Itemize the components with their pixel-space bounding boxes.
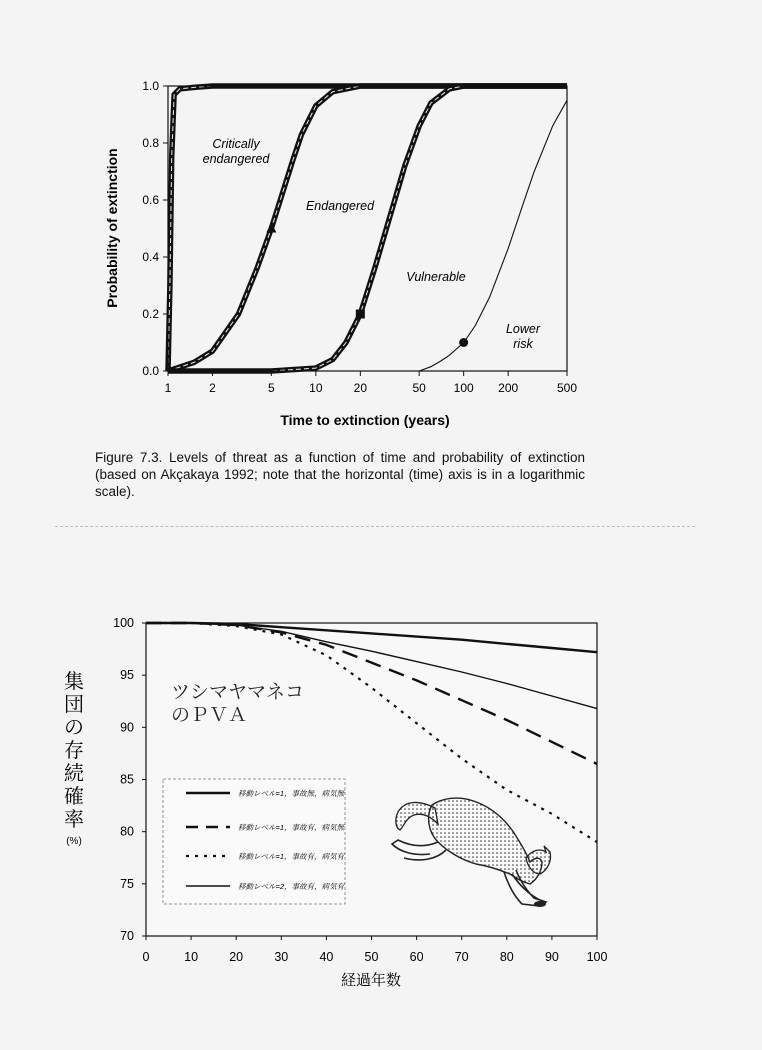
top-series-label-3-1: risk — [513, 337, 533, 351]
top-x-tick-label-6: 100 — [453, 381, 474, 395]
bottom-y-tick-label-1: 75 — [120, 876, 134, 891]
bottom-y-tick-label-0: 70 — [120, 929, 134, 943]
top-y-tick-label-1: 0.2 — [142, 307, 159, 321]
bottom-y-tick-label-6: 100 — [113, 616, 134, 630]
bottom-x-tick-label-6: 60 — [409, 950, 424, 964]
bottom-x-tick-label-0: 0 — [142, 950, 150, 964]
top-marker-circle — [459, 338, 468, 347]
top-y-tick-label-2: 0.4 — [142, 250, 159, 264]
top-x-tick-label-5: 50 — [412, 381, 426, 395]
page-divider — [55, 526, 695, 527]
bottom-y-tick-label-4: 90 — [120, 720, 134, 735]
bottom-y-tick-label-3: 85 — [120, 772, 134, 787]
top-series-label-0-1: endangered — [202, 152, 270, 166]
bottom-chart-y-axis-label — [64, 670, 84, 847]
top-x-tick-label-1: 2 — [209, 381, 216, 395]
bottom-x-tick-label-9: 90 — [544, 950, 559, 964]
bottom-y-label-char-6: 率 — [64, 809, 84, 831]
top-x-tick-label-8: 500 — [556, 381, 578, 395]
bottom-y-tick-label-5: 95 — [120, 668, 134, 683]
bottom-y-label-char-5: 確 — [64, 786, 84, 808]
legend-label-2: 移動レベル=1，事故有，病気有 — [238, 852, 345, 861]
top-y-tick-label-0: 0.0 — [142, 364, 159, 378]
bottom-x-tick-label-5: 50 — [364, 950, 379, 964]
bottom-x-tick-label-2: 20 — [229, 950, 244, 964]
top-y-tick-label-4: 0.8 — [142, 136, 159, 150]
bottom-chart — [64, 616, 607, 989]
bottom-x-tick-label-3: 30 — [274, 950, 289, 964]
top-x-tick-label-3: 10 — [309, 381, 323, 395]
bottom-x-tick-label-10: 100 — [586, 950, 608, 964]
bottom-y-label-unit: (%) — [66, 836, 82, 847]
bottom-chart-x-axis-label: 経過年数 — [340, 972, 402, 989]
bottom-x-tick-label-1: 10 — [184, 950, 199, 964]
legend-label-0: 移動レベル=1，事故無，病気無 — [238, 789, 345, 798]
top-series-label-3-0: Lower — [505, 322, 541, 336]
bottom-x-tick-label-8: 80 — [499, 950, 514, 964]
top-x-tick-label-2: 5 — [267, 381, 275, 395]
bottom-chart-title-line-1: ツシマヤマネコ — [171, 682, 305, 703]
bottom-y-label-char-2: の — [64, 717, 84, 739]
top-series-label-0-0: Critically — [212, 137, 260, 151]
top-x-tick-label-0: 1 — [164, 381, 172, 395]
top-y-tick-label-5: 1.0 — [142, 79, 159, 93]
top-chart — [104, 79, 577, 428]
cat-paw — [534, 901, 546, 907]
legend-label-3: 移動レベル=2，事故有，病気有 — [238, 882, 345, 891]
top-series-label-2-0: Vulnerable — [406, 270, 466, 284]
bottom-y-tick-label-2: 80 — [120, 824, 134, 839]
top-series-label-1-0: Endangered — [305, 199, 375, 213]
bottom-y-label-char-0: 集 — [64, 671, 84, 693]
top-chart-series-labels — [203, 137, 541, 351]
bottom-y-label-char-4: 続 — [64, 763, 84, 785]
figure-caption: Figure 7.3. Levels of threat as a function of time and probability of extinction (based on Akçakaya 1992; note that the horizontal (time) axis is in a logarithmic scale). — [95, 450, 585, 499]
top-x-tick-label-7: 200 — [498, 381, 519, 395]
top-series-line-3 — [419, 100, 567, 371]
bottom-x-tick-label-7: 70 — [454, 950, 469, 964]
bottom-chart-title-line-2: のＰＶＡ — [171, 705, 248, 726]
top-chart-x-axis-label: Time to extinction (years) — [280, 412, 450, 428]
top-marker-square — [356, 310, 365, 319]
bottom-y-label-char-3: 存 — [64, 740, 84, 762]
bottom-x-tick-label-4: 40 — [319, 950, 334, 964]
legend-label-1: 移動レベル=1，事故有，病気無 — [238, 823, 345, 832]
top-chart-y-axis-label: Probability of extinction — [104, 148, 120, 308]
bottom-chart-legend — [163, 779, 346, 904]
bottom-y-label-char-1: 団 — [64, 694, 84, 716]
top-x-tick-label-4: 20 — [353, 381, 368, 395]
top-y-tick-label-3: 0.6 — [142, 193, 159, 207]
